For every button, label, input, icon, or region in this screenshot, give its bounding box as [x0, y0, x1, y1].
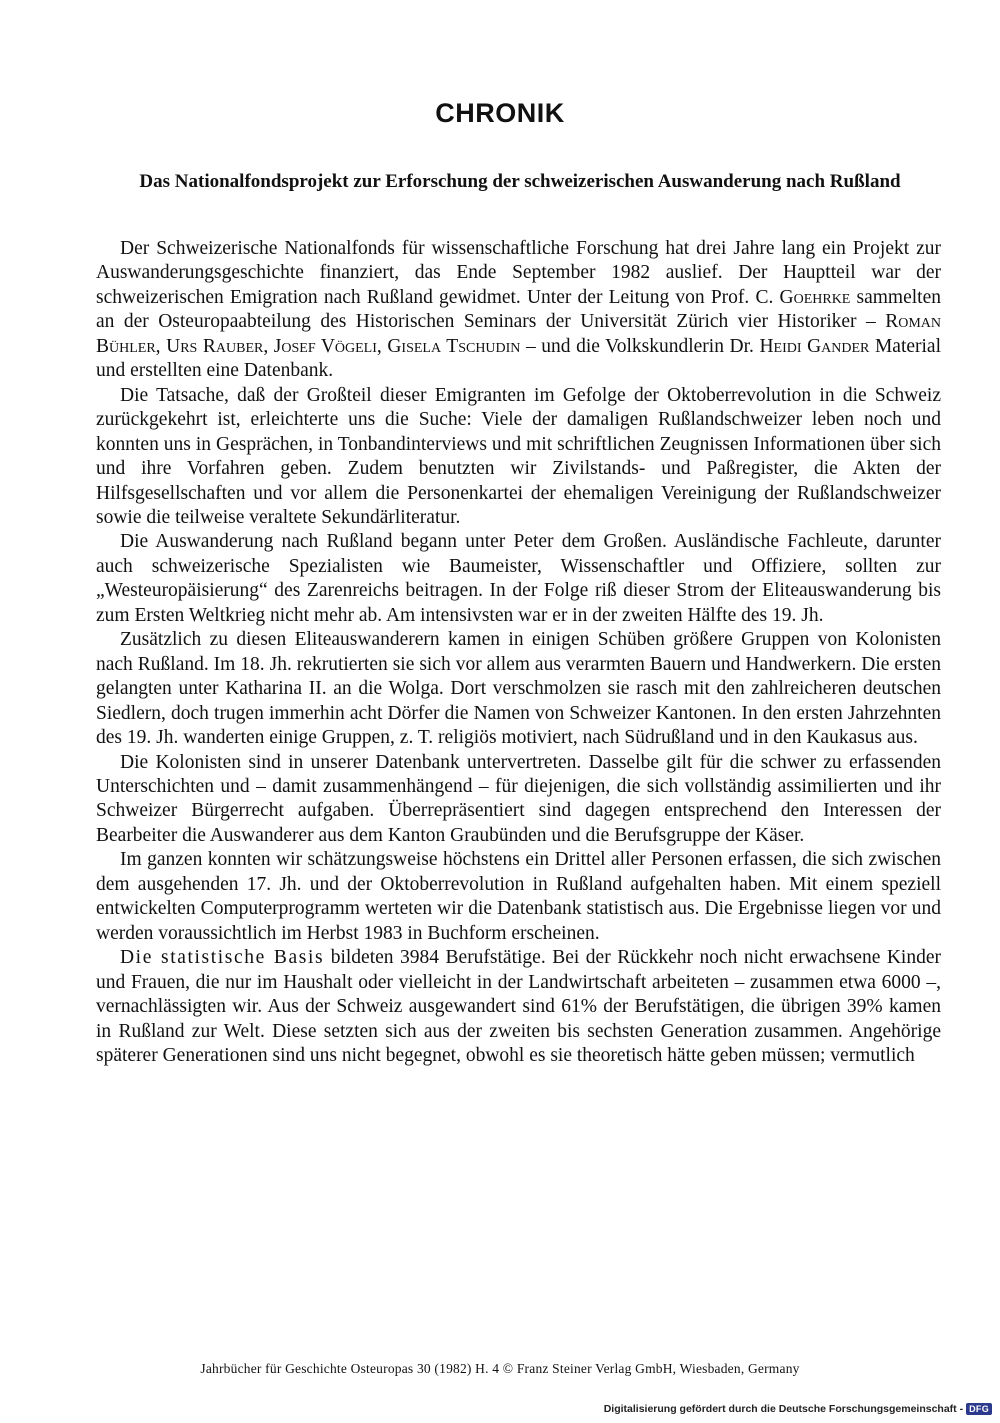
researcher-name-rauber: Urs Rauber [166, 335, 264, 357]
researcher-name-gander: Heidi Gander [759, 335, 870, 357]
dfg-logo: DFG [966, 1403, 992, 1415]
page-title: CHRONIK [435, 98, 565, 128]
article-title: Das Nationalfondsprojekt zur Erforschung der schweizerischen Auswanderung nach Rußland [139, 171, 901, 192]
paragraph-2: Die Tatsache, daß der Großteil dieser Emigranten im Gefolge der Oktoberrevolution in die Schweiz zurückgekehrt ist, erleichterte uns die Suche: Viele der damaligen Rußlandschweizer leben noch und konnten uns in Gesprächen, in Tonbandinterviews und mit schriftlichen Zeugnissen Informationen über sich und ihre Vorfahren geben. Zudem benutzten wir Zivilstands- und Paßregister, die Akten der Hilfsgesellschaften und vor allem die Personenkartei der ehemaligen Vereinigung der Rußlandschweizer sowie die teilweise veraltete Sekundärliteratur. [96, 384, 941, 528]
researcher-name-tschudin: Gisela Tschudin [387, 335, 521, 357]
paragraph-4: Zusätzlich zu diesen Eliteauswanderern kamen in einigen Schüben größere Gruppen von Kolonisten nach Rußland. Im 18. Jh. rekrutierten sie sich vor allem aus verarmten Bauern und Handwerkern. Die ersten gelangten unter Katharina II. an die Wolga. Dort verschmolzen sie rasch mit den zahlreicheren deutschen Siedlern, doch trugen immerhin acht Dörfer die Namen von Schweizer Kantonen. In den ersten Jahrzehnten des 19. Jh. wanderten einige Gruppen, z. T. religiös motiviert, nach Südrußland und in den Kaukasus aus. [96, 629, 941, 749]
researcher-name-buehler: Roman Bühler [96, 311, 941, 357]
footer-citation: Jahrbücher für Geschichte Osteuropas 30 (1982) H. 4 © Franz Steiner Verlag GmbH, Wiesbaden, Germany [200, 1361, 800, 1376]
researcher-name-voegeli: Josef Vögeli [273, 335, 377, 357]
paragraph-7-emphasis: Die statistische Basis [120, 947, 325, 969]
paragraph-1 [96, 237, 941, 384]
paragraph-3: Die Auswanderung nach Rußland begann unter Peter dem Großen. Ausländische Fachleute, darunter auch schweizerische Spezialisten wie Baumeister, Wissenschaftler und Offiziere, sollten zur „Westeuropäisierung“ des Zarenreichs beitragen. In der Folge riß dieser Strom der Eliteauswanderung bis zum Ersten Weltkrieg nicht mehr ab. Am intensivsten war er in der zweiten Hälfte des 19. Jh. [96, 531, 941, 626]
name-separator: , [155, 335, 167, 357]
name-separator: , [376, 335, 388, 357]
digitization-text: Digitalisierung gefördert durch die Deutsche Forschungsgemeinschaft - [603, 1403, 964, 1415]
digitization-note [604, 1403, 992, 1415]
article-body [96, 237, 941, 1068]
name-separator: , [263, 335, 274, 357]
paragraph-6: Im ganzen konnten wir schätzungsweise höchstens ein Drittel aller Personen erfassen, die sich zwischen dem ausgehenden 17. Jh. und der Oktoberrevolution in Rußland aufgehalten haben. Mit einem speziell entwickelten Computerprogramm werteten wir die Datenbank statistisch aus. Die Ergebnisse liegen vor und werden voraussichtlich im Herbst 1983 in Buchform erscheinen. [96, 849, 941, 944]
paragraph-5: Die Kolonisten sind in unserer Datenbank untervertreten. Dasselbe gilt für die schwer zu erfassenden Unterschichten und – damit zusammenhängend – für diejenigen, die sich vollständig assimilierten und ihr Schweizer Bürgerrecht aufgaben. Überrepräsentiert sind dagegen entsprechend den Interessen der Bearbeiter die Auswanderer aus dem Kanton Graubünden und die Berufsgruppe der Käser. [96, 751, 941, 846]
paragraph-1-text-d: Material und erstellten eine Datenbank. [96, 335, 942, 382]
author-name-goehrke: Goehrke [779, 286, 851, 308]
paragraph-7-text: bildeten 3984 Berufstätige. Bei der Rückkehr noch nicht erwachsene Kinder und Frauen, die nur im Haushalt oder vielleicht in der Landwirtschaft arbeiteten – zusammen etwa 6000 –, vernachlässigten wir. Aus der Schweiz ausgewandert sind 61% der Berufstätigen, die übrigen 39% kamen in Rußland zur Welt. Diese setzten sich aus der zweiten bis sechsten Generation zusammen. Angehörige späterer Generationen sind uns nicht begegnet, obwohl es sie theoretisch hätte geben müssen; vermutlich [96, 947, 942, 1066]
paragraph-7 [96, 946, 941, 1068]
paragraph-1-text-b: sammelten an der Osteuropaabteilung des Historischen Seminars der Universität Zürich vier Historiker – [96, 286, 941, 333]
paragraph-1-text-c: – und die Volkskundlerin Dr. [520, 335, 760, 357]
paragraph-1-text-a: Der Schweizerische Nationalfonds für wissenschaftliche Forschung hat drei Jahre lang ein Projekt zur Auswanderungsgeschichte finanziert, das Ende September 1982 auslief. Der Hauptteil war der schweizerischen Emigration nach Rußland gewidmet. Unter der Leitung von Prof. C. [96, 238, 941, 308]
